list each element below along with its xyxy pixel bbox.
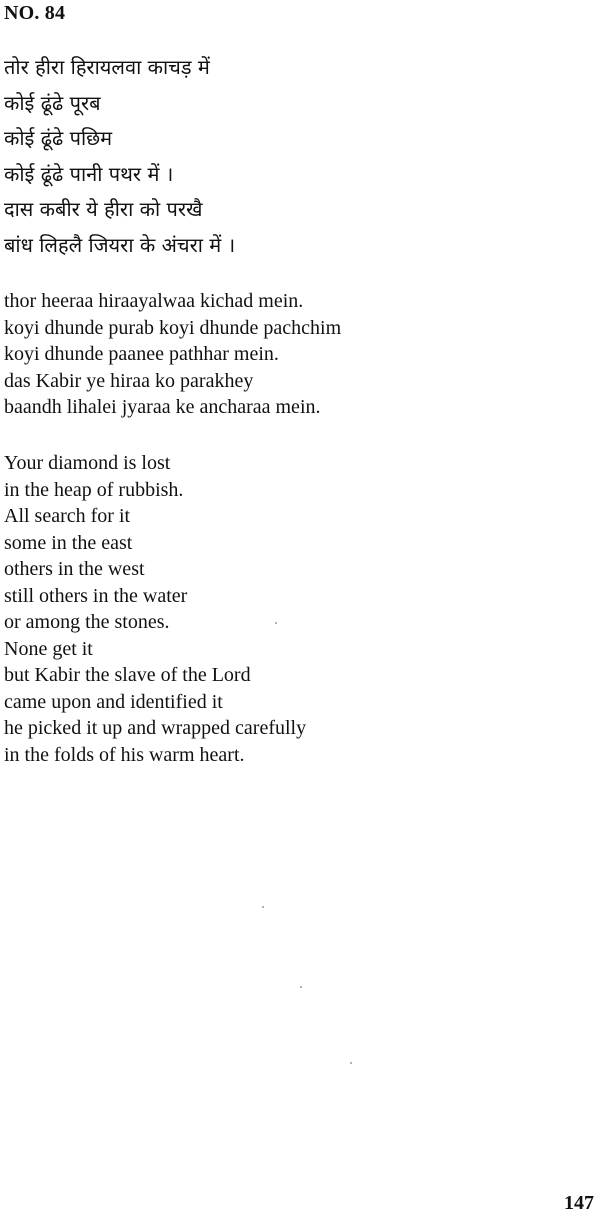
- translation-line: All search for it: [4, 505, 131, 527]
- transliteration-stanza: [4, 288, 341, 421]
- hindi-line: दास कबीर ये हीरा को परखै: [4, 197, 203, 221]
- hindi-line: तोर हीरा हिरायलवा काचड़ में: [4, 55, 210, 79]
- translation-line: came upon and identified it: [4, 690, 223, 713]
- translation-line: but Kabir the slave of the Lord: [4, 664, 251, 686]
- transliteration-line: koyi dhunde paanee pathhar mein.: [4, 343, 279, 365]
- transliteration-line: thor heeraa hiraayalwaa kichad mein.: [4, 290, 304, 312]
- transliteration-line: das Kabir ye hiraa ko parakhey: [4, 369, 254, 392]
- hindi-line: कोई ढूंढे पानी पथर में ।: [4, 161, 174, 186]
- translation-line: Your diamond is lost: [4, 452, 171, 474]
- scan-speck: [300, 986, 302, 988]
- translation-line: or among the stones.: [4, 611, 170, 633]
- hindi-line: कोई ढूंढे पछिम: [4, 126, 113, 150]
- translation-line: in the heap of rubbish.: [4, 478, 184, 501]
- translation-line: None get it: [4, 637, 93, 660]
- translation-line: some in the east: [4, 531, 133, 554]
- translation-line: still others in the water: [4, 584, 188, 607]
- transliteration-line: koyi dhunde purab koyi dhunde pachchim: [4, 316, 342, 339]
- hindi-stanza: [4, 50, 235, 263]
- poem-number: NO. 84: [4, 2, 66, 24]
- page-number: 147: [564, 1192, 594, 1214]
- scan-speck: [262, 906, 264, 908]
- translation-stanza: [4, 450, 306, 768]
- scan-speck: [350, 1062, 352, 1064]
- hindi-line: बांध लिहलै जियरा के अंचरा में ।: [4, 232, 236, 257]
- translation-line: in the folds of his warm heart.: [4, 743, 245, 766]
- transliteration-line: baandh lihalei jyaraa ke ancharaa mein.: [4, 396, 321, 418]
- hindi-line: कोई ढूंढे पूरब: [4, 90, 101, 115]
- translation-line: others in the west: [4, 558, 145, 580]
- scan-speck: [275, 622, 277, 624]
- translation-line: he picked it up and wrapped carefully: [4, 717, 307, 739]
